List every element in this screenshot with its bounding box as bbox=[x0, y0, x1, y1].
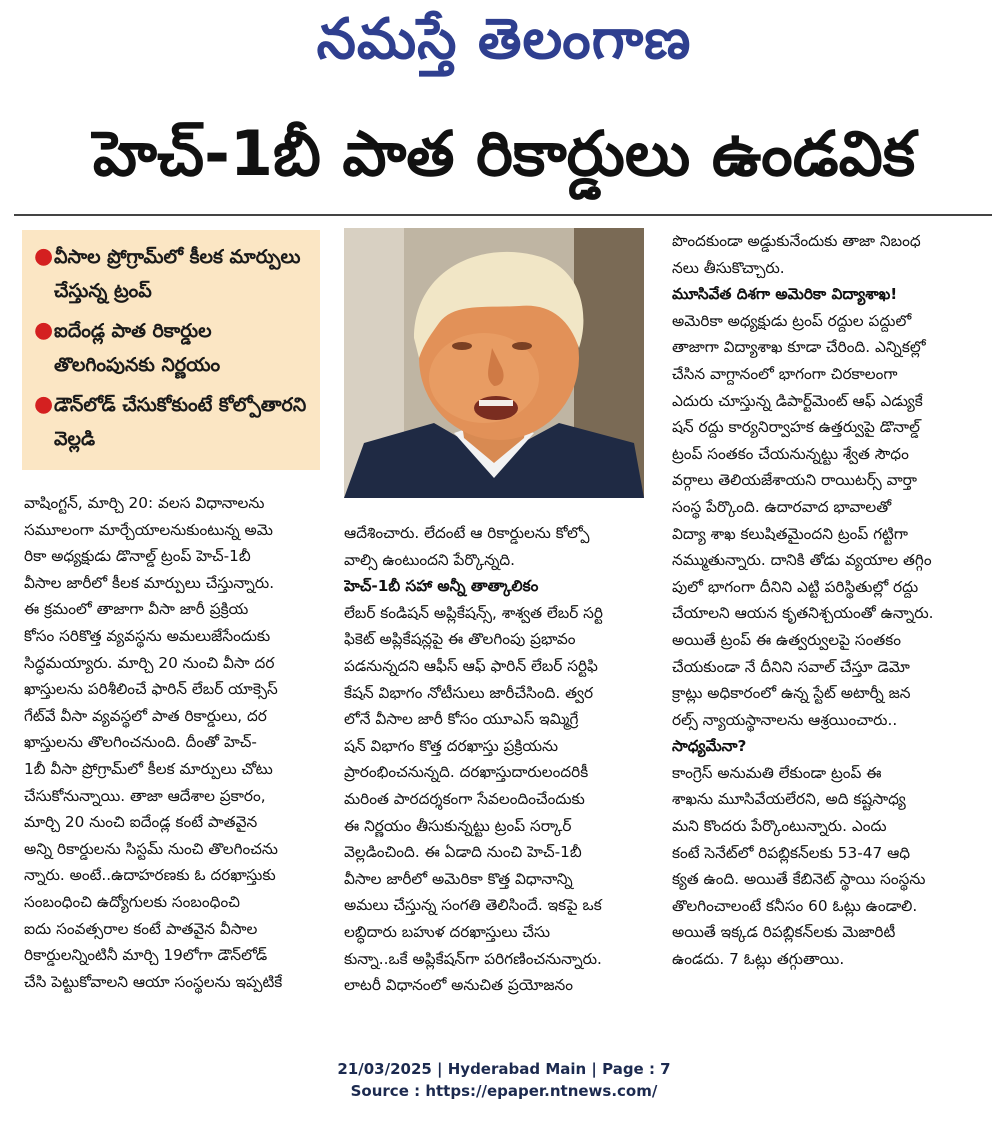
article-line: షన్ విభాగం కొత్త దరఖాస్తు ప్రక్రియను bbox=[344, 736, 559, 755]
article-line: క్రాట్లు అధికారంలో ఉన్న స్టేట్ అటార్నీ జన bbox=[672, 684, 911, 703]
article-line: కాంగ్రెస్ అనుమతి లేకుండా ట్రంప్ ఈ bbox=[672, 763, 882, 782]
article-line: 1బీ వీసా ప్రోగ్రామ్‌లో కీలక మార్పులు చోటు bbox=[24, 759, 273, 778]
article-line: నమ్ముతున్నారు. దానికి తోడు వ్యయాల తగ్గిం bbox=[672, 551, 932, 570]
article-line: కేషన్ విభాగం నోటీసులు జారీచేసింది. త్వర bbox=[344, 683, 594, 702]
article-line: ఎదురు చూస్తున్న డిపార్ట్‌మెంట్ ఆఫ్ ఎడ్యుకే bbox=[672, 391, 923, 410]
article-line: రికార్డులన్నింటినీ మార్చి 19లోగా డౌన్‌లోడ్ bbox=[24, 946, 268, 965]
article-line: కున్నా..ఒకే అప్లికేషన్‌గా పరిగణించనున్నారు. bbox=[344, 949, 602, 968]
article-line: కోసం సరికొత్త వ్యవస్థను అమలుజేసేందుకు bbox=[24, 626, 271, 645]
article-line: గేట్‌వే వీసా వ్యవస్థలో పాత రికార్డులు, దర bbox=[24, 706, 267, 725]
article-line: అమెరికా అధ్యక్షుడు ట్రంప్ రద్దుల పద్దులో bbox=[672, 311, 912, 330]
article-column-2 bbox=[344, 520, 650, 999]
article-line: న్నారు. అంటే..ఉదాహరణకు ఓ దరఖాస్తుకు bbox=[24, 866, 276, 885]
highlight-item bbox=[34, 388, 312, 456]
subheading: సాధ్యమేనా? bbox=[672, 737, 747, 756]
bullet-icon: ● bbox=[34, 392, 54, 417]
article-line: వెల్లడించింది. ఈ ఏడాది నుంచి హెచ్-1బీ bbox=[344, 843, 582, 862]
article-line: మని కొందరు పేర్కొంటున్నారు. ఎందు bbox=[672, 817, 887, 836]
article-line: చేయకుండా నే దీనిని సవాల్ చేస్తూ డెమో bbox=[672, 657, 910, 676]
article-line: వీసాల జారీలో అమెరికా కొత్త విధానాన్ని bbox=[344, 869, 573, 888]
article-line: సిద్ధమయ్యారు. మార్చి 20 నుంచి వీసా దర bbox=[24, 653, 275, 672]
article-line: సమూలంగా మార్చేయాలనుకుంటున్న అమె bbox=[24, 520, 273, 539]
bullet-icon: ● bbox=[34, 244, 54, 269]
article-line: ఐదు సంవత్సరాల కంటే పాతవైన వీసాల bbox=[24, 919, 258, 938]
article-line: అమలు చేస్తున్న సంగతి తెలిసిందే. ఇకపై ఒక bbox=[344, 896, 602, 915]
page-footer bbox=[0, 1058, 1008, 1102]
footer-source: Source : https://epaper.ntnews.com/ bbox=[350, 1082, 658, 1100]
highlight-text: డౌన్‌లోడ్ చేసుకోకుంటే కోల్పోతారని వెల్లడి bbox=[54, 394, 307, 450]
article-line: పొందకుండా అడ్డుకునేందుకు తాజా నిబంధ bbox=[672, 232, 921, 250]
article-line: అయితే ట్రంప్ ఈ ఉత్వర్వులపై సంతకం bbox=[672, 630, 902, 649]
article-line: ఈ క్రమంలో తాజాగా వీసా జారీ ప్రక్రియ bbox=[24, 600, 249, 619]
article-line: క్యత ఉంది. అయితే కేబినెట్ స్థాయి సంస్థను bbox=[672, 870, 926, 889]
article-line: నలు తీసుకొచ్చారు. bbox=[672, 258, 785, 277]
article-column-1 bbox=[24, 490, 328, 995]
article-line: లోనే వీసాల జారీ కోసం యూఎస్ ఇమ్మిగ్రే bbox=[344, 710, 579, 729]
article-line: రికా అధ్యక్షుడు డొనాల్డ్ ట్రంప్ హెచ్-1బీ bbox=[24, 547, 251, 566]
article-line: ఫికెట్ అప్లికేషన్లపై ఈ తొలగింపు ప్రభావం bbox=[344, 630, 576, 649]
article-line: పులో భాగంగా దీనిని ఎట్టి పరిస్థితుల్లో రద్దు bbox=[672, 577, 919, 596]
article-line: సంబంధించి ఉద్యోగులకు సంబంధించి bbox=[24, 892, 240, 911]
article-line: ప్రారంభించనున్నది. దరఖాస్తుదారులందరికీ bbox=[344, 763, 589, 782]
article-line: చేసుకోనున్నాయి. తాజా ఆదేశాల ప్రకారం, bbox=[24, 786, 266, 805]
article-line: లేబర్ కండిషన్ అప్లికేషన్స్, శాశ్వత లేబర్ సర్టి bbox=[344, 603, 603, 622]
footer-date-page: 21/03/2025 | Hyderabad Main | Page : 7 bbox=[337, 1060, 671, 1078]
highlight-text: ఐదేండ్ల పాత రికార్డుల తొలగింపునకు నిర్ణయం bbox=[54, 320, 221, 376]
highlight-text: వీసాల ప్రోగ్రామ్‌లో కీలక మార్పులు చేస్తున్న ట్రంప్ bbox=[54, 246, 301, 302]
headline: హెచ్-1బీ పాత రికార్డులు ఉండవిక bbox=[92, 117, 916, 190]
article-line: అన్ని రికార్డులను సిస్టమ్ నుంచి తొలగించను bbox=[24, 839, 278, 858]
article-line: ఖాస్తులను తొలగించనుంది. దీంతో హెచ్- bbox=[24, 733, 257, 752]
article-column-3 bbox=[672, 228, 982, 973]
article-line: పడనున్నదని ఆఫీస్ ఆఫ్ ఫారిన్ లేబర్ సర్టిఫి bbox=[344, 656, 598, 675]
article-line: శాఖను మూసివేయలేరని, అది కష్టసాధ్య bbox=[672, 790, 906, 809]
article-line: సంస్థ పేర్కొంది. ఉదారవాద భావాలతో bbox=[672, 497, 892, 516]
masthead-logo: నమస్తే తెలంగాణ bbox=[316, 7, 692, 72]
article-line: వాల్సి ఉంటుందని పేర్కొన్నది. bbox=[344, 550, 516, 569]
trump-photo bbox=[344, 228, 644, 498]
article-line: చేయాలని ఆయన కృతనిశ్చయంతో ఉన్నారు. bbox=[672, 604, 934, 623]
highlight-item bbox=[34, 240, 312, 308]
article-line: మార్చి 20 నుంచి ఐదేండ్ల కంటే పాతవైన bbox=[24, 813, 258, 832]
subheading: మూసివేత దిశగా అమెరికా విద్యాశాఖ! bbox=[672, 285, 898, 304]
article-line: ట్రంప్ సంతకం చేయనున్నట్టు శ్వేత సౌధం bbox=[672, 444, 909, 463]
article-line: వీసాల జారీలో కీలక మార్పులు చేస్తున్నారు. bbox=[24, 573, 275, 592]
article-line: వాషింగ్టన్, మార్చి 20: వలస విధానాలను bbox=[24, 494, 265, 512]
article-line: మరింత పారదర్శకంగా సేవలందించేందుకు bbox=[344, 789, 585, 808]
highlight-item bbox=[34, 314, 312, 382]
article-line: వర్గాలు తెలియజేశాయని రాయిటర్స్ వార్తా bbox=[672, 471, 917, 490]
article-line: తాజాగా విద్యాశాఖ కూడా చేరింది. ఎన్నికల్లో bbox=[672, 338, 926, 357]
highlights-box bbox=[22, 230, 320, 470]
article-line: చేసిన వాగ్దానంలో భాగంగా చిరకాలంగా bbox=[672, 364, 898, 383]
article-line: అయితే ఇక్కడ రిపబ్లికన్‌లకు మెజారిటీ bbox=[672, 923, 896, 942]
article-line: తొలగించాలంటే కనీసం 60 ఓట్లు ఉండాలి. bbox=[672, 896, 918, 915]
article-line: ఖాస్తులను పరిశీలించే ఫారిన్ లేబర్ యాక్సెస్ bbox=[24, 680, 278, 699]
article-line: షన్ రద్దు కార్యనిర్వాహక ఉత్తర్వుపై డొనాల్డ్ bbox=[672, 418, 920, 437]
subheading: హెచ్-1బీ సహా అన్నీ తాత్కాలికం bbox=[344, 577, 539, 596]
portrait-illustration bbox=[344, 228, 644, 498]
article-line: ఆదేశించారు. లేదంటే ఆ రికార్డులను కోల్పో bbox=[344, 524, 590, 542]
article-line: విద్యా శాఖ కలుషితమైందని ట్రంప్ గట్టిగా bbox=[672, 524, 908, 543]
article-line: చేసి పెట్టుకోవాలని ఆయా సంస్థలను ఇప్పటికే bbox=[24, 972, 283, 991]
article-line: కంటే సెనేట్‌లో రిపబ్లికన్‌లకు 53-47 ఆధి bbox=[672, 843, 911, 862]
divider bbox=[14, 214, 992, 216]
bullet-icon: ● bbox=[34, 318, 54, 343]
article-line: రల్స్ న్యాయస్థానాలను ఆశ్రయించారు.. bbox=[672, 710, 898, 729]
article-line: ఈ నిర్ణయం తీసుకున్నట్టు ట్రంప్ సర్కార్ bbox=[344, 816, 572, 835]
article-line: లబ్ధిదారు బహుళ దరఖాస్తులు చేసు bbox=[344, 922, 551, 941]
article-line: లాటరీ విధానంలో అనుచిత ప్రయోజనం bbox=[344, 976, 574, 995]
article-line: ఉండదు. 7 ఓట్లు తగ్గుతాయి. bbox=[672, 950, 845, 969]
